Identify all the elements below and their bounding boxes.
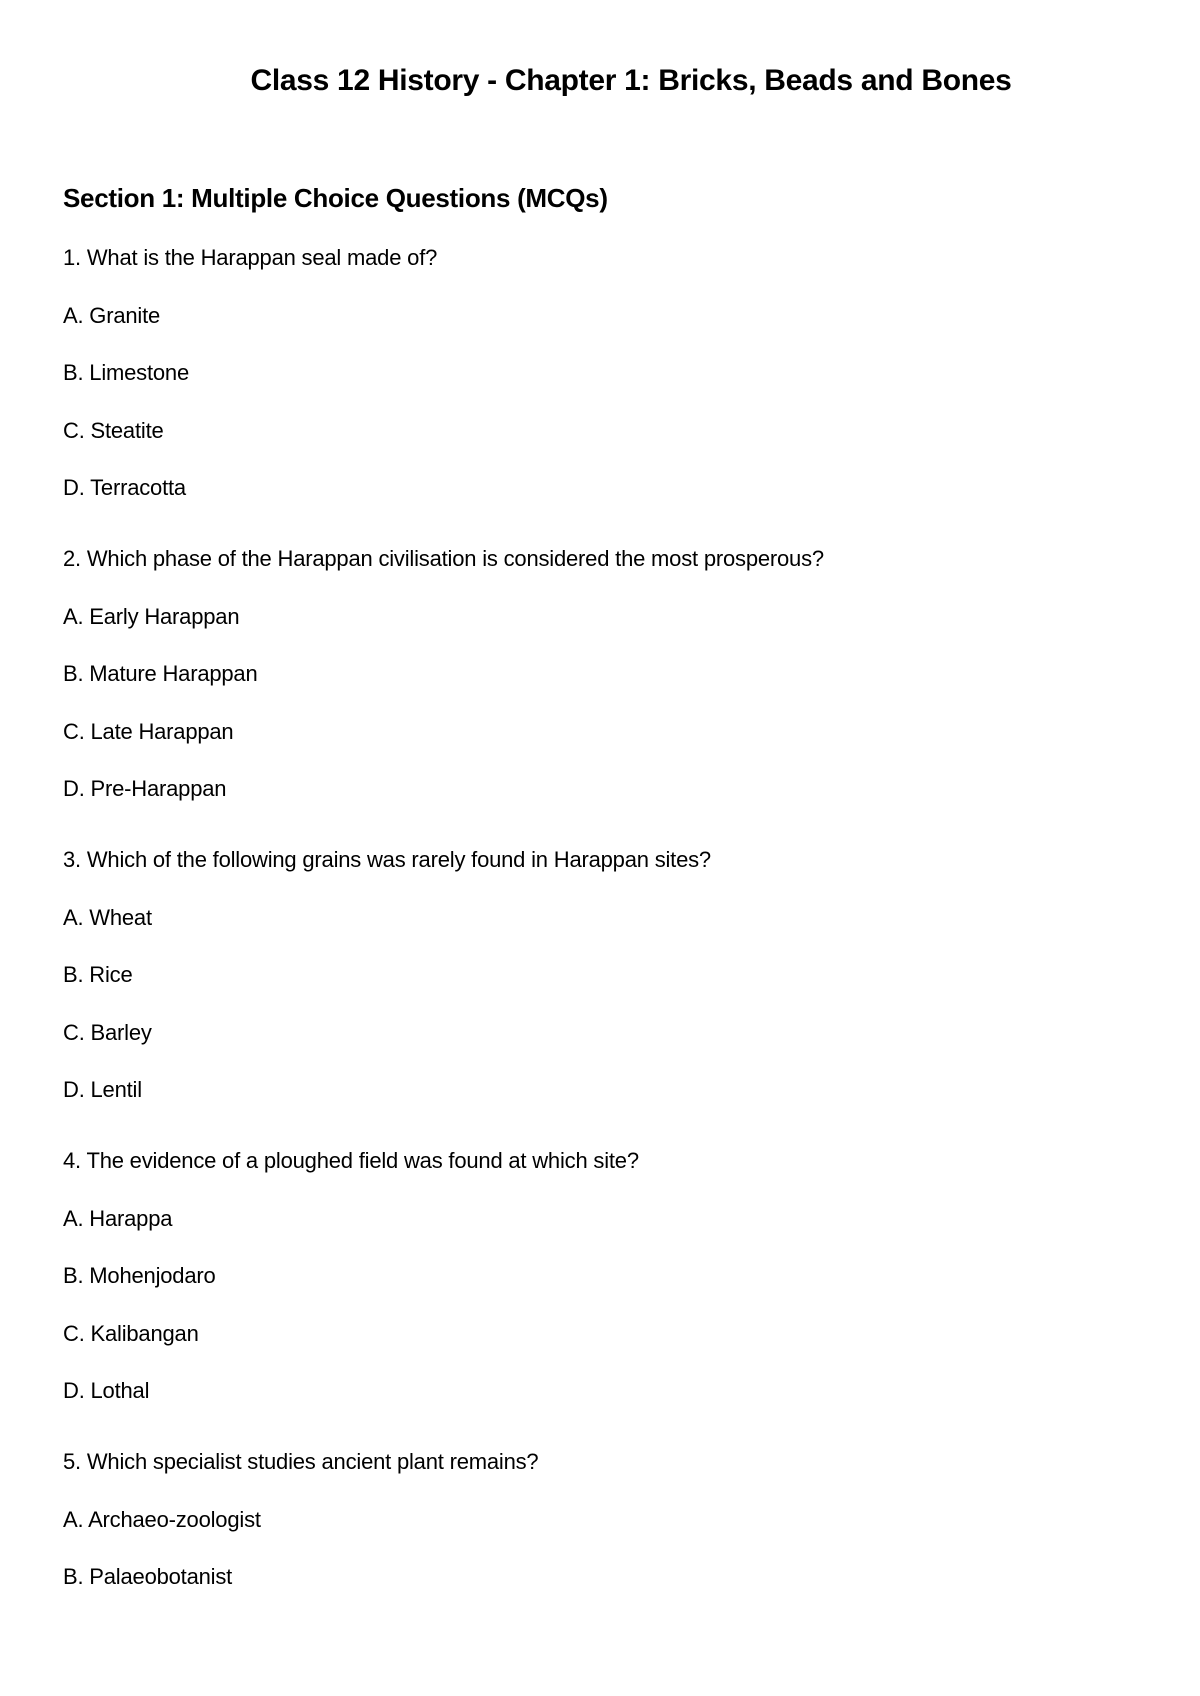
option: B. Mature Harappan	[63, 661, 258, 686]
option: C. Steatite	[63, 417, 164, 443]
question-list	[63, 229, 824, 1606]
question-2	[63, 530, 824, 818]
question-4	[63, 1132, 824, 1420]
option: A. Early Harappan	[63, 603, 240, 629]
option: A. Archaeo-zoologist	[63, 1506, 261, 1532]
question-text: 4. The evidence of a ploughed field was found at which site?	[63, 1148, 639, 1173]
question-5	[63, 1433, 824, 1606]
option: D. Lentil	[63, 1077, 142, 1102]
option: A. Harappa	[63, 1205, 173, 1231]
question-3	[63, 831, 824, 1119]
question-text: 5. Which specialist studies ancient plant remains?	[63, 1449, 539, 1474]
question-text: 1. What is the Harappan seal made of?	[63, 245, 438, 270]
option: D. Terracotta	[63, 475, 186, 500]
question-1	[63, 229, 824, 517]
question-text: 2. Which phase of the Harappan civilisation is considered the most prosperous?	[63, 546, 824, 571]
option: C. Late Harappan	[63, 718, 234, 744]
option: A. Granite	[63, 302, 161, 328]
option: D. Pre-Harappan	[63, 776, 227, 801]
option: B. Mohenjodaro	[63, 1263, 216, 1288]
option: A. Wheat	[63, 904, 152, 930]
option: B. Palaeobotanist	[63, 1564, 233, 1589]
option: B. Limestone	[63, 360, 190, 385]
option: D. Lothal	[63, 1378, 150, 1403]
page-title: Class 12 History - Chapter 1: Bricks, Beads and Bones	[250, 64, 1012, 97]
section-heading: Section 1: Multiple Choice Questions (MCQs)	[63, 183, 608, 213]
option: C. Kalibangan	[63, 1320, 199, 1346]
question-text: 3. Which of the following grains was rarely found in Harappan sites?	[63, 847, 711, 872]
option: C. Barley	[63, 1019, 152, 1045]
option: B. Rice	[63, 962, 133, 987]
